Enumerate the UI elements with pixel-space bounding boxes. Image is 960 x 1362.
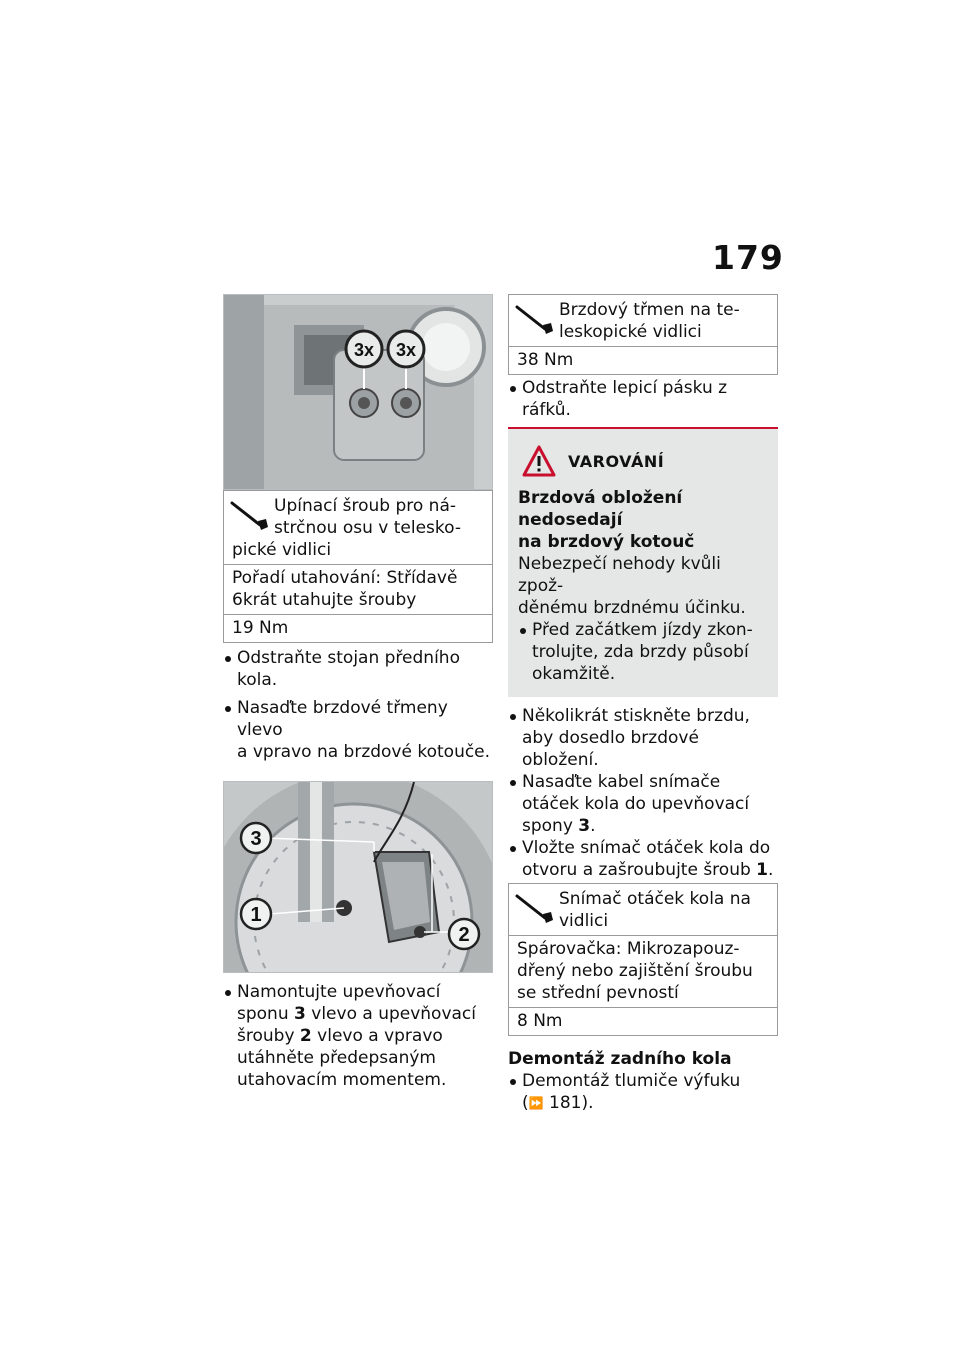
bullet-list-1 — [223, 647, 493, 763]
list-item — [508, 771, 778, 837]
photo1-label-right: 3x — [395, 340, 417, 360]
list-item-line — [522, 859, 778, 881]
warning-box — [508, 427, 778, 697]
spec-sequence-line: Pořadí utahování: Střídavě — [232, 568, 458, 588]
list-item — [223, 697, 493, 763]
warning-header — [522, 445, 768, 477]
spec-title-line: strčnou osu v telesko- — [274, 518, 461, 538]
list-item-line: okamžitě. — [532, 664, 616, 684]
list-item — [508, 705, 778, 771]
ref-number: 1 — [756, 860, 769, 880]
page-reference-link[interactable]: 181). — [543, 1093, 594, 1113]
list-item-line: Demontáž tlumiče výfuku — [522, 1071, 741, 1091]
spec-title-line: Snímač otáček kola na — [559, 889, 751, 909]
photo-brake-caliper — [223, 781, 493, 973]
list-item-line — [522, 815, 778, 837]
bullet-list-rear-wheel — [508, 1070, 778, 1114]
spec-title — [224, 490, 492, 564]
text-span: sponu — [237, 1004, 295, 1024]
warning-headline — [518, 487, 768, 553]
list-item — [508, 1070, 778, 1114]
text-span: . — [590, 816, 596, 836]
list-item — [223, 981, 493, 1091]
left-column — [223, 294, 493, 1097]
bullet-list-2 — [223, 981, 493, 1091]
text-span: spony — [522, 816, 579, 836]
page-reference-arrow-icon: ⏩ — [528, 1096, 544, 1110]
right-column — [508, 294, 778, 1114]
list-item-line: otáček kola do upevňovací — [522, 794, 750, 814]
warning-bullets — [518, 619, 768, 685]
spec-title — [509, 884, 777, 935]
warning-title: VAROVÁNÍ — [568, 451, 665, 471]
list-item-line: Před začátkem jízdy zkon- — [532, 620, 753, 640]
photo2-label-1: 1 — [250, 904, 262, 926]
spec-sequence — [224, 564, 492, 614]
list-item-line — [237, 1003, 493, 1025]
spec-title-line: pické vidlici — [232, 540, 332, 560]
photo2-label-2: 2 — [458, 924, 470, 946]
spec-sequence-line: Spárovačka: Mikrozapouz- — [517, 939, 740, 959]
list-item-line: Vložte snímač otáček kola do — [522, 838, 771, 858]
text-span: ( — [522, 1093, 529, 1113]
spec-title-line: leskopické vidlici — [559, 322, 702, 342]
spec-sequence-line: dřený nebo zajištění šroubu — [517, 961, 753, 981]
ref-number: 3 — [294, 1004, 306, 1024]
photo-fork-clamp — [223, 294, 493, 490]
spec-torque: 8 Nm — [509, 1007, 777, 1035]
spec-table-speed-sensor — [508, 883, 778, 1036]
text-span: šrouby — [237, 1026, 300, 1046]
spec-table-axle-clamp — [223, 490, 493, 643]
bullet-list-tape — [508, 377, 778, 421]
text-span: otvoru a zašroubujte šroub — [522, 860, 757, 880]
spec-torque: 38 Nm — [509, 346, 777, 374]
warning-headline-line: na brzdový kotouč — [518, 532, 695, 552]
list-item — [518, 619, 768, 685]
torque-wrench-icon — [230, 495, 270, 533]
list-item-line: Odstraňte stojan předního — [237, 648, 460, 668]
list-item: Odstraňte lepicí pásku z ráfků. — [508, 377, 778, 421]
list-item — [508, 837, 778, 881]
list-item-line — [522, 1092, 778, 1114]
list-item-line: aby dosedlo brzdové obložení. — [522, 728, 699, 770]
list-item-line: utáhněte předepsaným — [237, 1048, 436, 1068]
list-item-line: Nasaďte kabel snímače — [522, 772, 721, 792]
text-span: vlevo a vpravo — [311, 1026, 443, 1046]
ref-number: 2 — [299, 1026, 312, 1046]
list-item — [223, 647, 493, 691]
bullet-list-right — [508, 705, 778, 881]
list-item-line: Namontujte upevňovací — [237, 982, 441, 1002]
list-item-line — [237, 1025, 493, 1047]
list-item-line: a vpravo na brzdové kotouče. — [237, 742, 491, 762]
warning-headline-line: Brzdová obložení nedosedají — [518, 488, 683, 530]
text-span: vlevo a upevňovací — [305, 1004, 477, 1024]
warning-text-line: děnému brzdnému účinku. — [518, 598, 746, 618]
list-item-line: utahovacím momentem. — [237, 1070, 447, 1090]
spec-sequence-line: 6krát utahujte šrouby — [232, 590, 417, 610]
list-item-line: Nasaďte brzdové třmeny vlevo — [237, 698, 448, 740]
spec-title-line: vidlici — [559, 911, 609, 931]
fork-clamp-illustration — [224, 295, 493, 490]
page-number: 179 — [712, 238, 784, 277]
ref-number: 3 — [578, 816, 591, 836]
warning-description — [518, 553, 768, 619]
list-item-line: Několikrát stiskněte brzdu, — [522, 706, 750, 726]
photo1-label-left: 3x — [353, 340, 375, 360]
warning-triangle-icon — [522, 445, 556, 477]
spec-sequence — [509, 935, 777, 1007]
photo2-label-3: 3 — [250, 828, 262, 850]
torque-wrench-icon — [515, 299, 555, 337]
spec-title-line: Upínací šroub pro ná- — [274, 496, 457, 516]
text-span: . — [768, 860, 774, 880]
spec-sequence-line: se střední pevností — [517, 983, 679, 1003]
section-title: Demontáž zadního kola — [508, 1049, 732, 1069]
spec-title — [509, 295, 777, 346]
spec-torque: 19 Nm — [224, 614, 492, 642]
warning-text-line: Nebezpečí nehody kvůli zpož- — [518, 554, 721, 596]
list-item-line: kola. — [237, 670, 278, 690]
torque-wrench-icon — [515, 888, 555, 926]
brake-caliper-illustration — [224, 782, 493, 973]
spec-title-line: Brzdový třmen na te- — [559, 300, 740, 320]
list-item-line: trolujte, zda brzdy působí — [532, 642, 749, 662]
spec-table-brake-caliper — [508, 294, 778, 375]
